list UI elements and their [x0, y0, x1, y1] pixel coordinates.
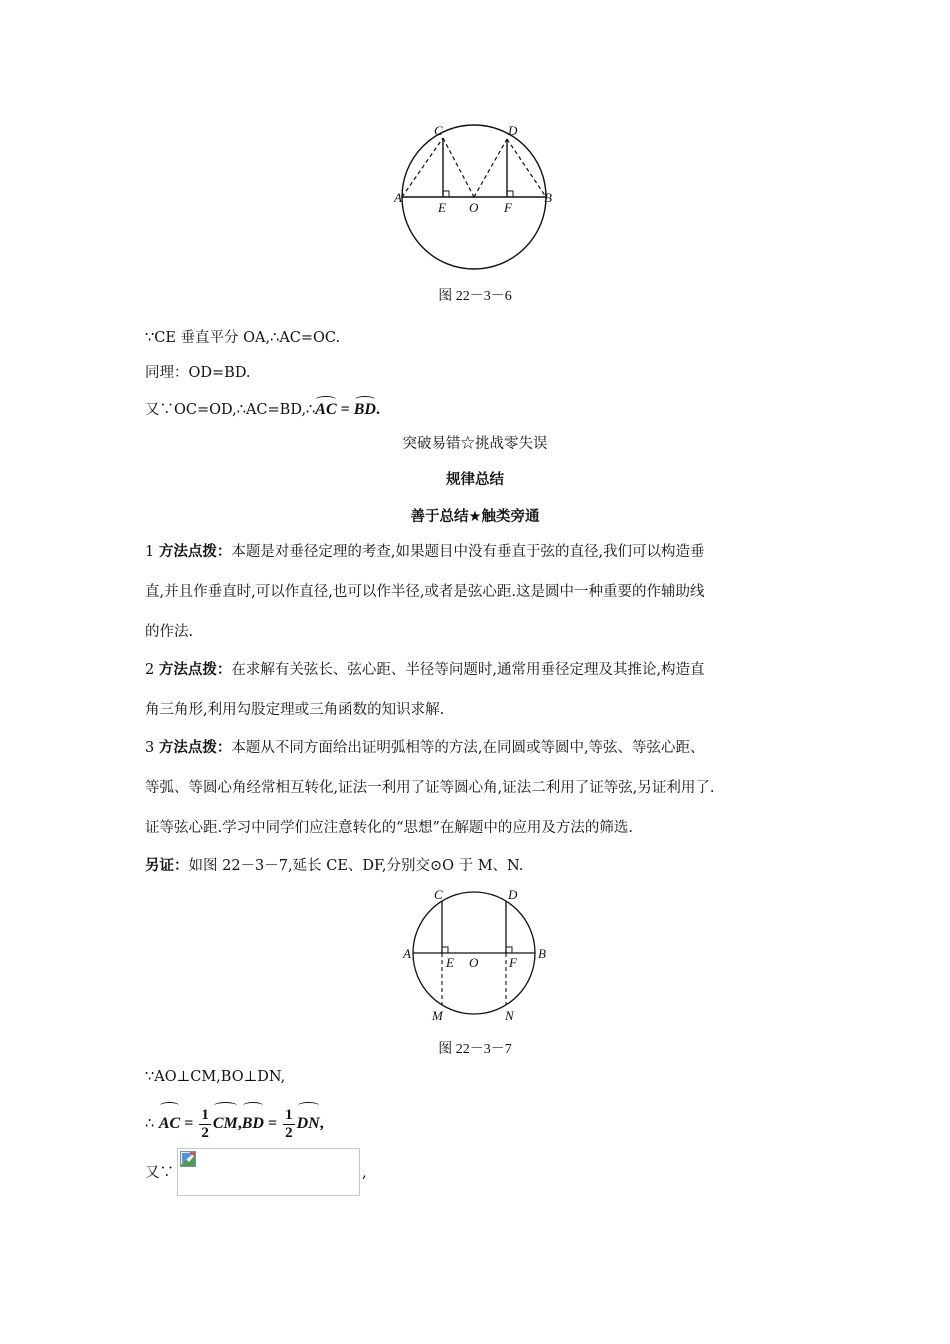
- arc-bd: BD: [354, 397, 376, 420]
- broken-image-icon: [180, 1151, 196, 1167]
- equals-sign-2: =: [180, 1115, 198, 1132]
- label-a-2: A: [403, 946, 411, 961]
- tip-1-text-1: 本题是对垂径定理的考查,如果题目中没有垂直于弦的直径,我们可以构造垂: [231, 544, 705, 560]
- tip-3-number: 3: [145, 740, 155, 756]
- proof2-line-3-prefix: 又∵: [145, 1165, 174, 1181]
- label-o-2: O: [469, 955, 479, 970]
- tip-1-line-3: 的作法.: [145, 624, 194, 640]
- label-d-2: D: [508, 887, 518, 902]
- label-b-2: B: [538, 946, 546, 961]
- label-o: O: [469, 200, 479, 215]
- right-angle-e-2: [442, 947, 448, 953]
- tip-2-number: 2: [145, 662, 155, 678]
- arc-ac-2: AC: [159, 1103, 180, 1142]
- proof2-line-2: [145, 1103, 324, 1142]
- proof-line-2: 同理：OD=BD.: [145, 365, 251, 381]
- tip-1-line-2: 直,并且作垂直时,可以作直径,也可以作半径,或者是弦心距.这是圆中一种重要的作辅助线: [145, 584, 705, 600]
- alt-proof-label: 另证：: [145, 858, 189, 874]
- section-title: 突破易错☆挑战零失误: [402, 436, 548, 452]
- label-f: F: [504, 200, 512, 215]
- period: .: [375, 401, 380, 418]
- right-angle-f: [507, 191, 513, 197]
- arc-bd-2: BD: [242, 1103, 264, 1142]
- fraction-denominator-2: 2: [285, 1124, 293, 1141]
- tip-3-line-1: [145, 738, 705, 758]
- figure-caption-1: 图 22－3－6: [438, 289, 512, 304]
- fraction-denominator-1: 2: [201, 1124, 209, 1141]
- label-b: B: [544, 190, 552, 205]
- section-slogan: 善于总结★触类旁通: [410, 509, 540, 525]
- tip-2-label: 方法点拨：: [158, 662, 232, 678]
- figure-22-3-7: [398, 884, 558, 1026]
- proof-line-3: [145, 397, 380, 420]
- dash-co: [443, 138, 474, 197]
- comma-1: ,: [237, 1115, 242, 1132]
- fraction-half-2: [283, 1107, 295, 1142]
- figure-22-3-6: [380, 118, 570, 288]
- fraction-half-1: [199, 1107, 211, 1142]
- missing-image-box: [177, 1148, 360, 1196]
- alt-proof-text: 如图 22－3－7,延长 CE、DF,分别交⊙O 于 M、N.: [188, 858, 524, 874]
- tip-2-text-1: 在求解有关弦长、弦心距、半径等问题时,通常用垂径定理及其推论,构造直: [231, 662, 705, 678]
- tip-3-text-1: 本题从不同方面给出证明弧相等的方法,在同圆或等圆中,等弦、等弦心距、: [231, 740, 705, 756]
- equals-sign-3: =: [263, 1115, 282, 1132]
- fraction-numerator-2: 1: [285, 1106, 293, 1123]
- tip-2-line-2: 角三角形,利用勾股定理或三角函数的知识求解.: [145, 702, 445, 718]
- label-a: A: [394, 190, 402, 205]
- right-angle-e: [443, 191, 449, 197]
- comma-2: ,: [319, 1115, 324, 1132]
- label-m-2: M: [432, 1008, 443, 1023]
- label-c-2: C: [434, 887, 443, 902]
- tip-1-number: 1: [145, 544, 155, 560]
- tip-1-line-1: [145, 542, 705, 562]
- arc-ac: AC: [315, 397, 336, 420]
- figure-caption-2: 图 22－3－7: [438, 1042, 512, 1057]
- proof-line-1: ∵CE 垂直平分 OA,∴AC=OC.: [145, 330, 341, 346]
- label-n-2: N: [505, 1008, 514, 1023]
- alt-proof-line: [145, 856, 523, 876]
- dash-od: [474, 139, 507, 197]
- equals-sign: =: [336, 401, 354, 418]
- proof2-line-3-end: ,: [362, 1165, 367, 1181]
- label-e: E: [438, 200, 446, 215]
- label-e-2: E: [446, 955, 454, 970]
- arc-dn: DN: [297, 1103, 320, 1142]
- tip-3-line-3: 证等弦心距.学习中同学们应注意转化的“思想”在解题中的应用及方法的筛选.: [145, 820, 634, 836]
- tip-3-label: 方法点拨：: [158, 740, 232, 756]
- proof2-line-1: ∵AO⊥CM,BO⊥DN,: [145, 1069, 286, 1085]
- tip-2-line-1: [145, 660, 705, 680]
- therefore-sign: ∴: [145, 1116, 155, 1132]
- label-c: C: [434, 123, 443, 138]
- tip-3-line-2: 等弧、等圆心角经常相互转化,证法一利用了证等圆心角,证法二利用了证等弦,另证利用了.: [145, 780, 715, 796]
- section-subtitle: 规律总结: [446, 472, 504, 488]
- tip-1-label: 方法点拨：: [158, 544, 232, 560]
- proof-line-3-prefix: 又∵OC=OD,∴AC=BD,∴: [145, 402, 316, 418]
- label-d: D: [508, 123, 518, 138]
- arc-cm: CM: [213, 1103, 238, 1142]
- fraction-numerator-1: 1: [201, 1106, 209, 1123]
- label-f-2: F: [509, 955, 517, 970]
- right-angle-f-2: [506, 947, 512, 953]
